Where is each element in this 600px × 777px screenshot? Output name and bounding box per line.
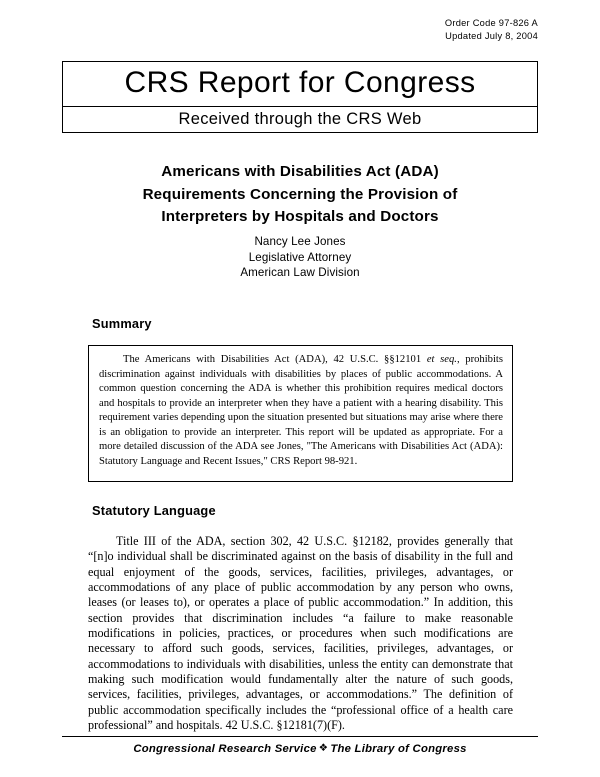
author-title: Legislative Attorney <box>248 250 352 264</box>
author-byline <box>80 234 520 281</box>
footer-text-right: The Library of Congress <box>330 743 467 755</box>
footer-text <box>62 743 538 755</box>
diamond-icon: ❖ <box>318 742 329 754</box>
author-division: American Law Division <box>240 266 360 280</box>
page-title <box>80 161 520 229</box>
crs-masthead-subtitle: Received through the CRS Web <box>178 110 422 128</box>
summary-box <box>88 345 513 482</box>
author-name: Nancy Lee Jones <box>254 235 346 248</box>
page-title-line-3: Interpreters by Hospitals and Doctors <box>161 208 439 225</box>
statutory-language-heading: Statutory Language <box>92 503 216 518</box>
page-title-line-2: Requirements Concerning the Provision of <box>142 185 458 203</box>
footer-divider <box>62 736 538 737</box>
page-title-line-1: Americans with Disabilities Act (ADA) <box>161 163 439 180</box>
summary-text-part-2: , prohibits discrimination against individuals with disabilities by places of public accommodations. A common question concerning the ADA is whether this prohibition requires medical doctors and hospitals to provide an interpreter when they have a patient with a hearing disability. This requirement varies depending upon the situation presented but situations may arise where there is an obligation to provide an interpreter. This report will be updated as appropriate. For a more detailed discussion of the ADA see Jones, "The Americans with Disabilities Act (ADA): Statutory Language and Recent Issues," CRS Report 98-921. <box>99 354 503 467</box>
footer-text-left: Congressional Research Service <box>133 743 317 755</box>
order-code-block <box>445 17 538 43</box>
crs-masthead-title: CRS Report for Congress <box>124 66 476 99</box>
statutory-language-paragraph: Title III of the ADA, section 302, 42 U.S.C. §12182, provides generally that “[n]o individual shall be discriminated against on the basis of disability in the full and equal enjoyment of the goods, services, facilities, privileges, advantages, or accommodations of any place of public accommodation by any person who owns, leases (or leases to), or operates a place of public accommodation.” In addition, this section provides that discrimination includes “a failure to make reasonable modifications in policies, practices, or procedures when such modifications are necessary to afford such goods, services, facilities, privileges, advantages, or accommodations to individuals with disabilities, unless the entity can demonstrate that making such modification would fundamentally alter the nature of such goods, services, facilities, privileges, advantages, or accommodations.” The definition of public accommodation specifically includes the “professional office of a health care professional” and hospitals. 42 U.S.C. §12181(7)(F). <box>88 534 513 733</box>
order-code-text: Order Code 97-826 A <box>444 18 538 28</box>
masthead-divider <box>63 106 537 107</box>
summary-heading: Summary <box>92 316 152 331</box>
updated-date-text: Updated July 8, 2004 <box>445 31 538 42</box>
crs-masthead-box <box>62 61 538 133</box>
summary-text-part-1: The Americans with Disabilities Act (ADA), 42 U.S.C. §§12101 <box>123 354 427 365</box>
summary-text-italic: et seq. <box>426 354 457 365</box>
summary-paragraph <box>99 353 503 469</box>
